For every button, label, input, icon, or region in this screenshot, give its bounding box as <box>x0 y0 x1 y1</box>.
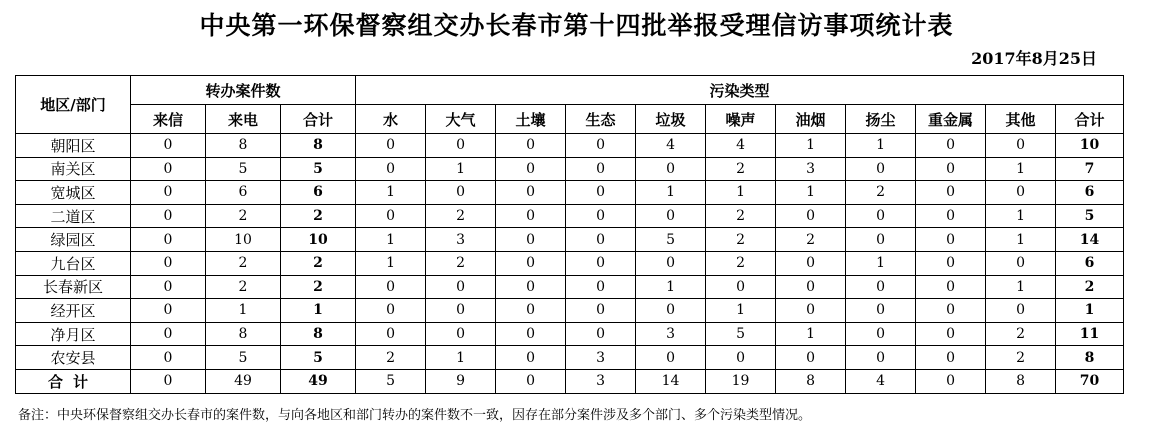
value-cell: 0 <box>846 204 916 228</box>
value-cell: 49 <box>281 369 356 393</box>
value-cell: 1 <box>206 299 281 323</box>
value-cell: 9 <box>426 369 496 393</box>
header-transfer-group: 转办案件数 <box>131 76 356 105</box>
value-cell: 0 <box>566 251 636 275</box>
value-cell: 0 <box>496 204 566 228</box>
value-cell: 0 <box>356 275 426 299</box>
footnote: 备注：中央环保督察组交办长春市的案件数，与向各地区和部门转办的案件数不一致，因存在部分案件涉及多个部门、多个污染类型情况。 <box>18 408 812 423</box>
value-cell: 8 <box>281 322 356 346</box>
value-cell: 0 <box>426 134 496 158</box>
value-cell: 0 <box>566 157 636 181</box>
value-cell: 0 <box>986 299 1056 323</box>
value-cell: 0 <box>776 251 846 275</box>
value-cell: 0 <box>131 275 206 299</box>
region-cell: 二道区 <box>16 204 131 228</box>
value-cell: 0 <box>916 157 986 181</box>
header-transfer-col: 来信 <box>131 105 206 134</box>
header-pollution-col: 油烟 <box>776 105 846 134</box>
value-cell: 3 <box>566 369 636 393</box>
value-cell: 0 <box>916 134 986 158</box>
region-cell: 宽城区 <box>16 181 131 205</box>
region-cell: 净月区 <box>16 322 131 346</box>
value-cell: 0 <box>356 134 426 158</box>
value-cell: 2 <box>986 346 1056 370</box>
header-pollution-col: 土壤 <box>496 105 566 134</box>
value-cell: 2 <box>706 251 776 275</box>
region-cell: 长春新区 <box>16 275 131 299</box>
region-cell: 合计 <box>16 369 131 393</box>
value-cell: 0 <box>706 346 776 370</box>
value-cell: 0 <box>636 251 706 275</box>
value-cell: 1 <box>636 275 706 299</box>
value-cell: 0 <box>776 346 846 370</box>
value-cell: 1 <box>986 204 1056 228</box>
value-cell: 8 <box>206 134 281 158</box>
value-cell: 5 <box>206 157 281 181</box>
value-cell: 0 <box>131 346 206 370</box>
page-title: 中央第一环保督察组交办长春市第十四批举报受理信访事项统计表 <box>199 11 954 40</box>
region-cell: 农安县 <box>16 346 131 370</box>
value-cell: 1 <box>846 134 916 158</box>
header-pollution-col: 扬尘 <box>846 105 916 134</box>
value-cell: 0 <box>131 134 206 158</box>
value-cell: 1 <box>356 228 426 252</box>
value-cell: 2 <box>206 275 281 299</box>
value-cell: 0 <box>916 181 986 205</box>
value-cell: 49 <box>206 369 281 393</box>
value-cell: 0 <box>706 275 776 299</box>
value-cell: 0 <box>916 251 986 275</box>
value-cell: 0 <box>131 369 206 393</box>
report-date: 2017年8月25日 <box>971 49 1097 68</box>
table-row <box>16 181 1124 205</box>
value-cell: 0 <box>636 157 706 181</box>
header-pollution-col: 垃圾 <box>636 105 706 134</box>
value-cell: 5 <box>281 346 356 370</box>
value-cell: 70 <box>1056 369 1124 393</box>
table-row <box>16 157 1124 181</box>
value-cell: 0 <box>986 134 1056 158</box>
value-cell: 1 <box>281 299 356 323</box>
value-cell: 0 <box>566 275 636 299</box>
header-pollution-col: 水 <box>356 105 426 134</box>
value-cell: 8 <box>776 369 846 393</box>
value-cell: 8 <box>986 369 1056 393</box>
region-cell: 朝阳区 <box>16 134 131 158</box>
value-cell: 0 <box>846 299 916 323</box>
value-cell: 2 <box>206 251 281 275</box>
value-cell: 2 <box>206 204 281 228</box>
value-cell: 1 <box>1056 299 1124 323</box>
value-cell: 6 <box>1056 251 1124 275</box>
value-cell: 0 <box>131 299 206 323</box>
value-cell: 0 <box>131 228 206 252</box>
table-row <box>16 134 1124 158</box>
value-cell: 2 <box>281 204 356 228</box>
value-cell: 3 <box>426 228 496 252</box>
value-cell: 0 <box>496 346 566 370</box>
value-cell: 0 <box>916 204 986 228</box>
value-cell: 2 <box>706 204 776 228</box>
value-cell: 0 <box>496 369 566 393</box>
value-cell: 1 <box>846 251 916 275</box>
value-cell: 0 <box>846 157 916 181</box>
value-cell: 0 <box>426 181 496 205</box>
value-cell: 14 <box>636 369 706 393</box>
value-cell: 2 <box>706 228 776 252</box>
value-cell: 3 <box>636 322 706 346</box>
value-cell: 4 <box>846 369 916 393</box>
value-cell: 6 <box>281 181 356 205</box>
value-cell: 0 <box>846 275 916 299</box>
table-row <box>16 204 1124 228</box>
statistics-table <box>15 75 1124 394</box>
value-cell: 19 <box>706 369 776 393</box>
header-pollution-col: 大气 <box>426 105 496 134</box>
value-cell: 0 <box>356 157 426 181</box>
value-cell: 0 <box>566 204 636 228</box>
value-cell: 0 <box>566 299 636 323</box>
header-row-group <box>16 76 1124 105</box>
value-cell: 4 <box>706 134 776 158</box>
table-row <box>16 322 1124 346</box>
table-row <box>16 251 1124 275</box>
value-cell: 2 <box>426 251 496 275</box>
value-cell: 0 <box>496 228 566 252</box>
header-transfer-col: 合计 <box>281 105 356 134</box>
value-cell: 1 <box>426 346 496 370</box>
value-cell: 7 <box>1056 157 1124 181</box>
table-row <box>16 369 1124 393</box>
value-cell: 0 <box>636 346 706 370</box>
value-cell: 0 <box>846 346 916 370</box>
value-cell: 0 <box>496 157 566 181</box>
value-cell: 5 <box>281 157 356 181</box>
value-cell: 6 <box>1056 181 1124 205</box>
value-cell: 0 <box>636 204 706 228</box>
header-pollution-group: 污染类型 <box>356 76 1124 105</box>
value-cell: 0 <box>916 322 986 346</box>
value-cell: 0 <box>131 322 206 346</box>
table-row <box>16 299 1124 323</box>
value-cell: 2 <box>846 181 916 205</box>
value-cell: 0 <box>636 299 706 323</box>
region-cell: 绿园区 <box>16 228 131 252</box>
header-pollution-col: 噪声 <box>706 105 776 134</box>
value-cell: 0 <box>496 299 566 323</box>
value-cell: 3 <box>776 157 846 181</box>
value-cell: 1 <box>706 299 776 323</box>
value-cell: 0 <box>916 275 986 299</box>
value-cell: 0 <box>776 204 846 228</box>
value-cell: 0 <box>356 299 426 323</box>
value-cell: 0 <box>986 181 1056 205</box>
value-cell: 0 <box>846 322 916 346</box>
value-cell: 4 <box>636 134 706 158</box>
value-cell: 11 <box>1056 322 1124 346</box>
value-cell: 1 <box>986 275 1056 299</box>
header-region: 地区/部门 <box>16 76 131 134</box>
value-cell: 2 <box>356 346 426 370</box>
value-cell: 0 <box>426 275 496 299</box>
value-cell: 0 <box>566 181 636 205</box>
value-cell: 0 <box>426 322 496 346</box>
value-cell: 1 <box>776 181 846 205</box>
header-pollution-col: 重金属 <box>916 105 986 134</box>
value-cell: 0 <box>496 134 566 158</box>
value-cell: 0 <box>496 322 566 346</box>
value-cell: 0 <box>916 228 986 252</box>
value-cell: 0 <box>566 322 636 346</box>
value-cell: 0 <box>131 181 206 205</box>
value-cell: 0 <box>776 299 846 323</box>
value-cell: 2 <box>281 275 356 299</box>
value-cell: 1 <box>426 157 496 181</box>
value-cell: 0 <box>496 181 566 205</box>
value-cell: 0 <box>566 134 636 158</box>
value-cell: 0 <box>356 204 426 228</box>
region-cell: 经开区 <box>16 299 131 323</box>
value-cell: 0 <box>426 299 496 323</box>
region-cell: 九台区 <box>16 251 131 275</box>
value-cell: 10 <box>206 228 281 252</box>
value-cell: 0 <box>776 275 846 299</box>
value-cell: 0 <box>496 275 566 299</box>
value-cell: 0 <box>131 251 206 275</box>
table-row <box>16 275 1124 299</box>
value-cell: 1 <box>356 181 426 205</box>
value-cell: 1 <box>636 181 706 205</box>
value-cell: 0 <box>916 346 986 370</box>
value-cell: 2 <box>706 157 776 181</box>
value-cell: 5 <box>356 369 426 393</box>
value-cell: 0 <box>356 322 426 346</box>
value-cell: 10 <box>281 228 356 252</box>
value-cell: 6 <box>206 181 281 205</box>
value-cell: 1 <box>986 157 1056 181</box>
table-row <box>16 346 1124 370</box>
value-cell: 5 <box>706 322 776 346</box>
value-cell: 3 <box>566 346 636 370</box>
value-cell: 1 <box>706 181 776 205</box>
value-cell: 0 <box>986 251 1056 275</box>
table-row <box>16 228 1124 252</box>
value-cell: 0 <box>566 228 636 252</box>
value-cell: 0 <box>916 299 986 323</box>
value-cell: 1 <box>986 228 1056 252</box>
value-cell: 0 <box>916 369 986 393</box>
value-cell: 2 <box>426 204 496 228</box>
value-cell: 0 <box>496 251 566 275</box>
header-pollution-col: 合计 <box>1056 105 1124 134</box>
value-cell: 0 <box>131 157 206 181</box>
region-cell: 南关区 <box>16 157 131 181</box>
value-cell: 2 <box>776 228 846 252</box>
value-cell: 1 <box>356 251 426 275</box>
table-body <box>16 134 1124 394</box>
header-row-columns <box>16 105 1124 134</box>
value-cell: 14 <box>1056 228 1124 252</box>
value-cell: 1 <box>776 322 846 346</box>
header-transfer-col: 来电 <box>206 105 281 134</box>
value-cell: 2 <box>986 322 1056 346</box>
header-pollution-col: 其他 <box>986 105 1056 134</box>
value-cell: 5 <box>636 228 706 252</box>
value-cell: 0 <box>846 228 916 252</box>
value-cell: 8 <box>206 322 281 346</box>
value-cell: 5 <box>206 346 281 370</box>
value-cell: 10 <box>1056 134 1124 158</box>
value-cell: 2 <box>1056 275 1124 299</box>
value-cell: 5 <box>1056 204 1124 228</box>
header-pollution-col: 生态 <box>566 105 636 134</box>
value-cell: 1 <box>776 134 846 158</box>
value-cell: 0 <box>131 204 206 228</box>
value-cell: 8 <box>1056 346 1124 370</box>
value-cell: 2 <box>281 251 356 275</box>
value-cell: 8 <box>281 134 356 158</box>
